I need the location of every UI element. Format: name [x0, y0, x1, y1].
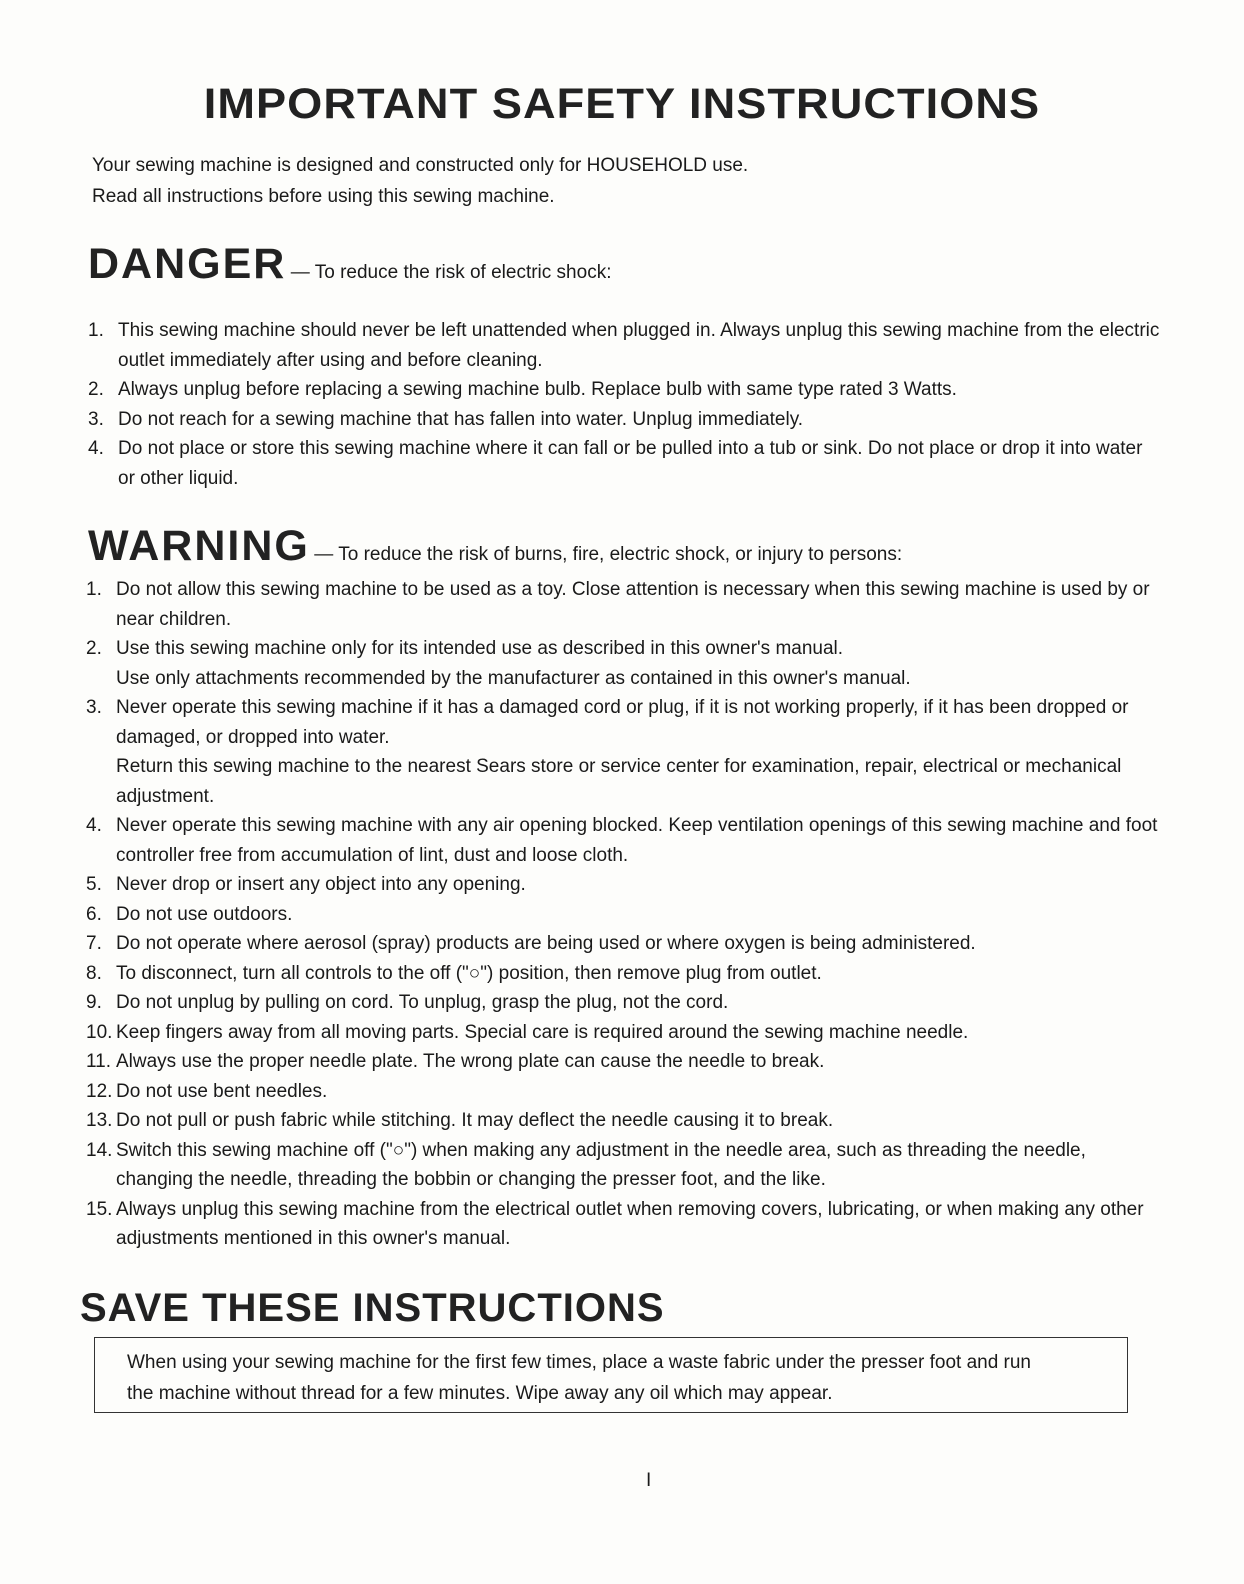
item-number: 2. [86, 638, 102, 659]
warning-item [86, 575, 1166, 634]
warning-item [86, 1106, 1166, 1136]
warning-item [86, 1195, 1166, 1254]
danger-label: DANGER [88, 240, 287, 288]
danger-subtitle: — To reduce the risk of electric shock: [290, 262, 612, 283]
intro-text [92, 150, 748, 212]
item-number: 7. [86, 933, 102, 954]
warning-label: WARNING [88, 522, 310, 570]
item-number: 1. [86, 579, 102, 600]
danger-item [88, 405, 1164, 435]
item-text: To disconnect, turn all controls to the off ("○") position, then remove plug from outlet. [116, 962, 822, 984]
warning-item [86, 1136, 1166, 1195]
page-number: I [646, 1470, 652, 1491]
item-text: Use this sewing machine only for its intended use as described in this owner's manual. [116, 638, 844, 659]
item-number: 2. [88, 379, 104, 400]
item-text: Never operate this sewing machine with any air opening blocked. Keep ventilation openings of this sewing machine and foot controller free from accumulation of lint, dust and loose cloth. [116, 815, 1158, 866]
save-instructions-title: SAVE THESE INSTRUCTIONS [80, 1286, 665, 1330]
warning-item [86, 693, 1166, 811]
first-use-note-box [94, 1337, 1128, 1413]
item-text: This sewing machine should never be left unattended when plugged in. Always unplug this sewing machine from the electric outlet immediately after using and before cleaning. [118, 320, 1160, 371]
item-number: 13. [86, 1110, 113, 1131]
item-text: Never operate this sewing machine if it has a damaged cord or plug, if it is not working properly, if it has been dropped or damaged, or dropped into water. [116, 697, 1129, 748]
item-number: 4. [86, 815, 102, 836]
intro-line-2: Read all instructions before using this sewing machine. [92, 186, 555, 207]
item-number: 15. [86, 1198, 113, 1220]
warning-list [86, 575, 1166, 1254]
danger-item [88, 316, 1164, 375]
item-number: 8. [86, 962, 102, 984]
danger-list [88, 316, 1164, 493]
warning-item [86, 811, 1166, 870]
item-text: Do not reach for a sewing machine that has fallen into water. Unplug immediately. [118, 408, 804, 430]
item-text: Switch this sewing machine off ("○") when making any adjustment in the needle area, such as threading the needle, changing the needle, threading the bobbin or changing the presser foot, and the like. [116, 1139, 1086, 1190]
item-text: Do not allow this sewing machine to be used as a toy. Close attention is necessary when this sewing machine is used by or near children. [116, 579, 1150, 630]
item-number: 11. [86, 1051, 112, 1072]
item-text: Do not pull or push fabric while stitching. It may deflect the needle causing it to break. [116, 1110, 834, 1131]
item-number: 3. [86, 697, 102, 718]
item-text: Always unplug this sewing machine from the electrical outlet when removing covers, lubricating, or when making any other adjustments mentioned in this owner's manual. [116, 1198, 1144, 1249]
item-text: Do not unplug by pulling on cord. To unplug, grasp the plug, not the cord. [116, 992, 729, 1013]
item-number: 5. [86, 874, 102, 895]
item-text-continued: Use only attachments recommended by the manufacturer as contained in this owner's manual. [116, 667, 911, 689]
warning-item [86, 870, 1166, 900]
item-number: 3. [88, 408, 104, 430]
item-number: 4. [88, 438, 104, 459]
item-text: Always unplug before replacing a sewing machine bulb. Replace bulb with same type rated 3 Watts. [118, 379, 957, 400]
danger-heading [88, 240, 611, 289]
warning-subtitle: — To reduce the risk of burns, fire, electric shock, or injury to persons: [314, 544, 903, 565]
warning-item [86, 900, 1166, 930]
item-text: Always use the proper needle plate. The wrong plate can cause the needle to break. [116, 1051, 825, 1072]
item-text-continued: Return this sewing machine to the nearest Sears store or service center for examination, repair, electrical or mechanical adjustment. [116, 756, 1122, 807]
intro-line-1: Your sewing machine is designed and constructed only for HOUSEHOLD use. [92, 155, 749, 176]
danger-item [88, 375, 1164, 405]
item-number: 14. [86, 1139, 113, 1161]
item-number: 9. [86, 992, 102, 1013]
warning-item [86, 929, 1166, 959]
item-text: Do not place or store this sewing machine where it can fall or be pulled into a tub or sink. Do not place or drop it into water or other liquid. [118, 438, 1143, 489]
warning-item [86, 1018, 1166, 1048]
page-title: IMPORTANT SAFETY INSTRUCTIONS [203, 80, 1041, 128]
item-number: 1. [88, 320, 104, 341]
item-text: Keep fingers away from all moving parts. Special care is required around the sewing machine needle. [116, 1021, 969, 1043]
item-number: 6. [86, 903, 102, 925]
warning-item [86, 959, 1166, 989]
item-text: Do not operate where aerosol (spray) products are being used or where oxygen is being administered. [116, 933, 976, 954]
warning-item [86, 634, 1166, 693]
danger-item [88, 434, 1164, 493]
warning-heading [88, 522, 902, 571]
item-text: Do not use outdoors. [116, 903, 293, 925]
note-line-1: When using your sewing machine for the first few times, place a waste fabric under the presser foot and run [127, 1352, 1032, 1373]
note-line-2: the machine without thread for a few minutes. Wipe away any oil which may appear. [127, 1383, 833, 1404]
warning-item [86, 1077, 1166, 1107]
item-number: 10. [86, 1021, 113, 1043]
warning-item [86, 1047, 1166, 1077]
warning-item [86, 988, 1166, 1018]
item-text: Never drop or insert any object into any opening. [116, 874, 526, 895]
item-number: 12. [86, 1080, 113, 1102]
item-text: Do not use bent needles. [116, 1080, 328, 1102]
